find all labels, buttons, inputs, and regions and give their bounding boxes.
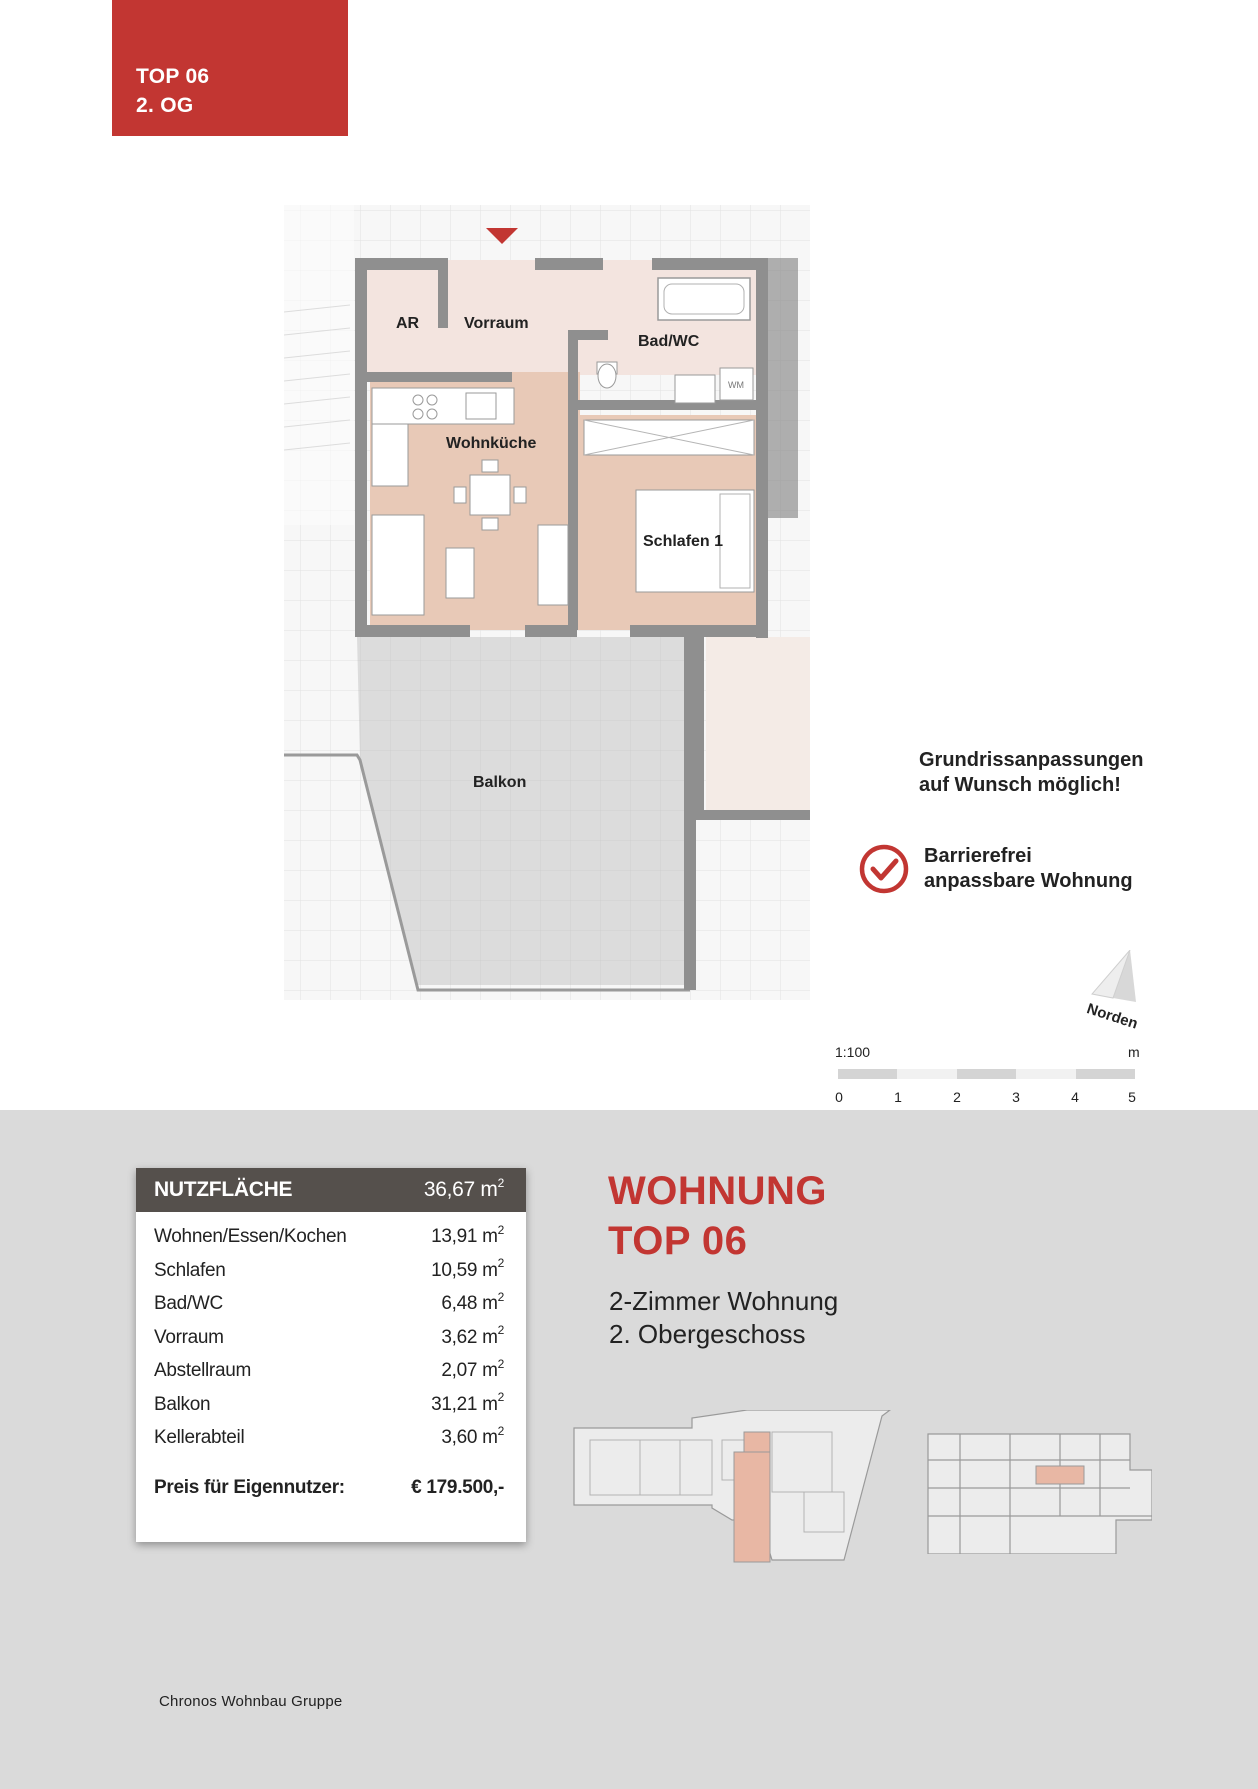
key-plan-section [920, 1430, 1152, 1554]
room-label-balkon: Balkon [473, 774, 527, 791]
scale-tick: 2 [953, 1089, 961, 1105]
apartment-badge [112, 0, 348, 136]
scale-ratio: 1:100 [835, 1044, 871, 1060]
scale-bar [838, 1069, 1135, 1079]
room-label-schlafen: Schlafen 1 [643, 533, 724, 550]
table-row: Kellerabteil 3,60 $m^2$ [154, 1423, 504, 1448]
highlighted-unit [734, 1452, 770, 1562]
barrier-line1: Barrierefrei [924, 845, 1032, 867]
scale-tick: 1 [894, 1089, 902, 1105]
table-row: Abstellraum 2,07 $m^2$ [154, 1356, 504, 1381]
price-value: € 179.500,- [411, 1476, 504, 1498]
apartment-subtitle: 2-Zimmer Wohnung 2. Obergeschoss [609, 1286, 839, 1349]
apartment-title: WOHNUNG TOP 06 [608, 1169, 828, 1263]
table-row: Schlafen 10,59 $m^2$ [154, 1256, 504, 1281]
floor-plan [284, 205, 810, 1005]
north-label: Norden [1084, 1000, 1140, 1033]
table-row: Bad/WC 6,48 $m^2$ [154, 1289, 504, 1314]
barrier-line2: anpassbare Wohnung [924, 870, 1133, 892]
check-circle-icon [858, 843, 910, 895]
note-line1: Grundrissanpassungen [919, 749, 1144, 771]
scale-tick: 0 [835, 1089, 843, 1105]
room-label-vorraum: Vorraum [464, 315, 529, 332]
washing-machine-label: WM [728, 380, 744, 390]
customization-note [919, 748, 1144, 798]
scale-tick: 5 [1128, 1089, 1136, 1105]
room-label-ar: AR [396, 315, 420, 332]
table-row: Wohnen/Essen/Kochen 13,91 $m^2$ [154, 1222, 504, 1247]
scale-tick: 4 [1071, 1089, 1079, 1105]
table-row: Balkon 31,21 $m^2$ [154, 1390, 504, 1415]
barrier-free-badge [858, 843, 1158, 899]
price-row [136, 1459, 526, 1499]
badge-floor: 2. OG [136, 94, 194, 117]
room-label-bad: Bad/WC [638, 333, 700, 350]
area-total: 36,67 $m^2$ [423, 1176, 504, 1201]
badge-unit: TOP 06 [136, 65, 210, 88]
room-label-wohnkueche: Wohnküche [446, 435, 537, 452]
area-table [136, 1168, 526, 1542]
area-header [136, 1168, 526, 1212]
company-footer: Chronos Wohnbau Gruppe [159, 1693, 343, 1710]
area-header-label: NUTZFLÄCHE [154, 1178, 293, 1201]
price-label: Preis für Eigennutzer: [154, 1476, 345, 1498]
highlighted-section-unit [1036, 1466, 1084, 1484]
table-row: Vorraum 3,62 $m^2$ [154, 1323, 504, 1348]
balcony-area [357, 637, 690, 985]
scale-unit: m [1128, 1044, 1140, 1060]
scale-tick: 3 [1012, 1089, 1020, 1105]
note-line2: auf Wunsch möglich! [919, 774, 1121, 796]
key-plan-floor [572, 1410, 892, 1580]
